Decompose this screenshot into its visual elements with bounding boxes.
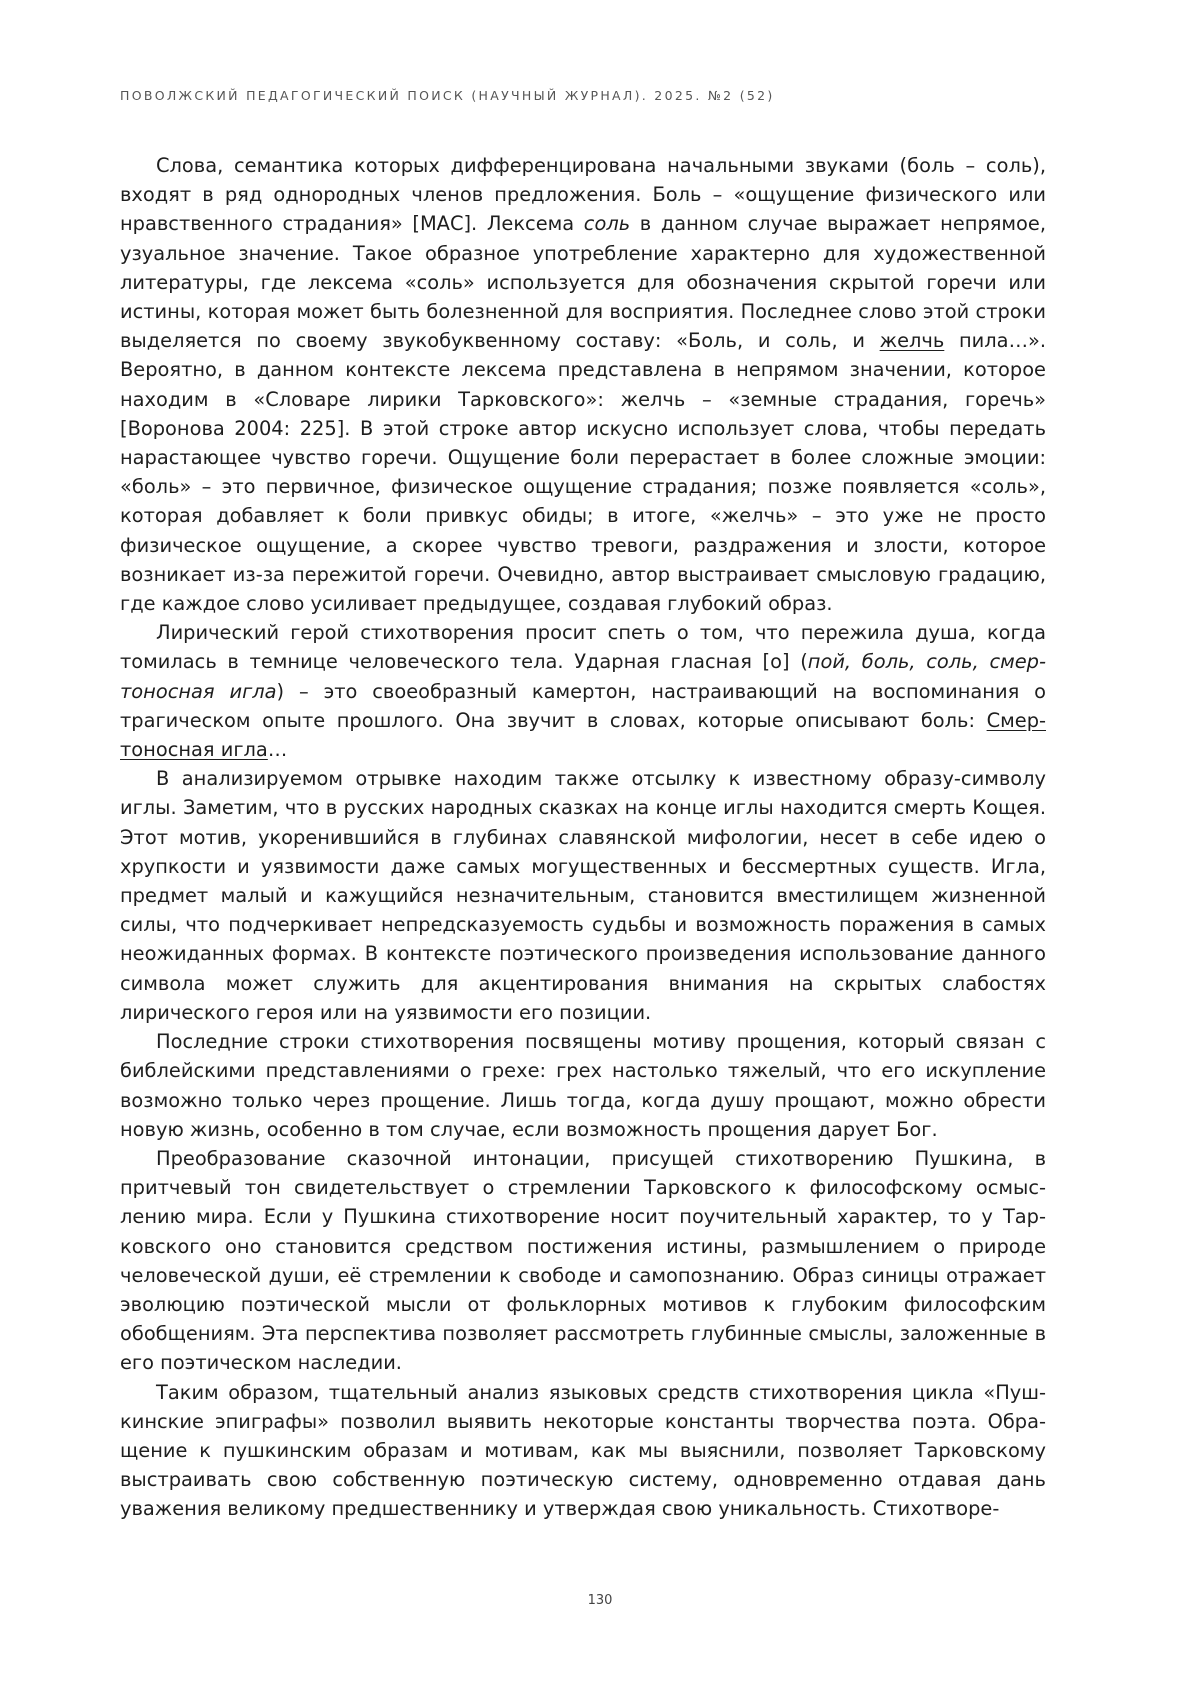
text-run-italic: пой, боль, соль, смертоносная игла [120,650,1046,703]
text-run: В анализируемом отрывке находим также отсылку к известному образу-символу иглы. Заметим, что в русских народных сказках на конце иглы находится смерть Кощея. Этот мотив, укоренившийся в глубинах славянской мифологии, несет в себе идею о хрупкости и уязвимости даже самых могущественных и бессмертных существ. Игла, предмет малый и кажущийся незначительным, становится вместилищем жизненной силы, что подчеркивает непредсказуемость судьбы и возможность поражения в самых неожиданных формах. В контексте поэтического произведения использование данного символа может служить для акцентирования внимания на скрытых слабостях лирического героя или на уязвимости его позиции. [120,767,1046,1024]
paragraph-1 [120,151,1046,618]
text-run-underline: Смертоносная игла [120,708,1046,762]
paragraph-3 [120,764,1046,1027]
text-run: Последние строки стихотворения посвящены мотиву прощения, который связан с библейскими представлениями о грехе: грех настолько тяжелый, что его искупление возможно только через прощение. Лишь тогда, когда душу прощают, можно обрести новую жизнь, особенно в том случае, если возможность прощения дарует Бог. [120,1030,1046,1141]
text-run: ) – это своеобразный камертон, настраивающий на воспоминания о трагическом опыте прошлого. Она звучит в словах, которые описывают боль: [120,679,1046,732]
text-run-italic: соль [583,212,631,236]
text-run: Таким образом, тщательный анализ языковых средств стихотворения цикла «Пушкинские эпиграфы» позволил выявить некоторые константы творчества поэта. Обращение к пушкинским образам и мотивам, как мы выяснили, позволяет Тарковскому выстраивать свою собственную поэтическую систему, одновременно отдавая дань уважения великому предшественнику и утверждая свою уникальность. Стихотворе- [120,1380,1046,1521]
paragraph-5 [120,1144,1046,1378]
page-number: 130 [587,1593,613,1608]
text-run: Слова, семантика которых дифференцирована начальными звуками (боль – соль), входят в ряд однородных членов предложения. Боль – «ощущение физического или нравственного страдания» [МАС]. Лексема [120,154,1046,236]
running-header: ПОВОЛЖСКИЙ ПЕДАГОГИЧЕСКИЙ ПОИСК (НАУЧНЫЙ ЖУРНАЛ). 2025. №2 (52) [120,88,775,103]
text-run: … [267,738,288,762]
paragraph-4 [120,1027,1046,1144]
article-body [120,151,1046,1524]
text-run-underline: желчь [879,329,945,353]
text-run: Преобразование сказочной интонации, присущей стихотворению Пушкина, в притчевый тон свидетельствует о стремлении Тарковского к философскому осмыслению мира. Если у Пушкина стихотворение носит поучительный характер, то у Тарковского оно становится средством постижения истины, размышлением о природе человеческой души, её стремлении к свободе и самопознанию. Образ синицы отражает эволюцию поэтической мысли от фольклорных мотивов к глубоким философским обобщениям. Эта перспектива позволяет рассмотреть глубинные смыслы, заложенные в его поэтическом наследии. [120,1146,1046,1375]
text-run: Лирический герой стихотворения просит спеть о том, что пережила душа, когда томилась в темнице человеческого тела. Ударная гласная [о] ( [120,621,1046,674]
text-run: в данном случае выражает непрямое, узуальное значение. Такое образное употребление характерно для художественной литературы, где лексема «соль» используется для обозначения скрытой горечи или истины, которая может быть болезненной для восприятия. Последнее слово этой строки выделяется по своему звукобуквенному составу: «Боль, и соль, и [120,212,1047,353]
paragraph-6 [120,1378,1046,1524]
paragraph-2 [120,618,1046,764]
text-run: пила…». Вероятно, в данном контексте лексема представлена в непрямом значении, которое находим в «Словаре лирики Тарковского»: желчь – «земные страдания, горечь» [Воронова 2004: 225]. В этой строке автор искусно использует слова, чтобы передать нарастающее чувство горечи. Ощущение боли перерастает в более сложные эмоции: «боль» – это первичное, физическое ощущение страдания; позже появляется «соль», которая добавляет к боли привкус обиды; в итоге, «желчь» – это уже не просто физическое ощущение, а скорее чувство тревоги, раздражения и злости, которое возникает из-за пережитой горечи. Очевидно, автор выстраивает смысловую градацию, где каждое слово усиливает предыдущее, создавая глубокий образ. [120,329,1046,616]
